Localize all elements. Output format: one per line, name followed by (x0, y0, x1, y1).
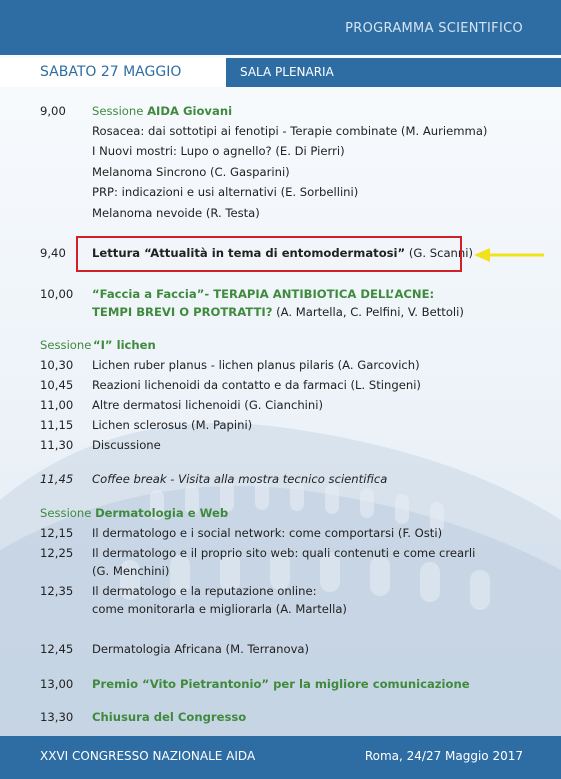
lettura-text: Lettura “Attualità in tema di entomodermatosi” (G. Scanni) (92, 246, 473, 260)
day-box (0, 58, 226, 87)
session-title: “I” lichen (93, 338, 156, 352)
session-time: 9,00 (40, 104, 66, 118)
session-prefix: Sessione (40, 506, 96, 520)
room-label: SALA PLENARIA (240, 65, 334, 79)
lettura-time: 9,40 (40, 246, 66, 260)
top-band (0, 0, 561, 55)
section-title: PROGRAMMA SCIENTIFICO (345, 21, 523, 36)
faccia-time: 10,00 (40, 287, 74, 301)
session-prefix: Sessione (40, 338, 92, 352)
footer-band (0, 736, 561, 779)
session-title: Sessione AIDA Giovani (92, 104, 233, 118)
faccia-title-line2: TEMPI BREVI O PROTRATTI? (92, 305, 273, 319)
faccia-title-line1: “Faccia a Faccia”- TERAPIA ANTIBIOTICA DELL’ACNE: (92, 287, 435, 301)
footer-location-dates: Roma, 24/27 Maggio 2017 (364, 749, 523, 763)
day-label: SABATO 27 MAGGIO (40, 64, 182, 80)
session-title: Dermatologia e Web (95, 506, 229, 520)
footer-congress: XXVI CONGRESSO NAZIONALE AIDA (40, 749, 256, 763)
highlight-box (76, 236, 462, 272)
day-bar (0, 58, 561, 87)
arrow-left-icon (474, 247, 546, 263)
program-page: PROGRAMMA SCIENTIFICO SABATO 27 MAGGIO SALA PLENARIA 9,00 Sessione AIDA Giovani Rosacea: dai sottotipi ai fenotipi - Terapie combinate (M. Auriemma) I Nuovi mostri: Lupo o agnello? (E. Di Pierri) Melanoma Sincrono (C. Gasparini) PRP: indicazioni e usi alternativi (E. Sorbellini) Melanoma nevoide (R. Testa) 9,40 Lettura “Attualità in tema di entomodermatosi” (G. Scanni) 10,00 “Faccia a Faccia”- TERAPIA ANTIBIOTICA DELL’ACNE: TEMPI BREVI O PROTRATTI? (A. Martella, C. Pelfini, V. Bettoli) Sessione “I” lichen 10,30 Lichen ruber planus - lichen planus pilaris (A. Garcovich) 10,45 Reazioni lichenoidi da contatto e da farmaci (L. Stingeni) 11,00 Altre dermatosi lichenoidi (G. Cianchini) 11,15 Lichen sclerosus (M. Papini) 11,30 Discussione 11,45 Coffee break - Visita alla mostra tecnico scientifica Sessione Dermatologia e Web 12,15 Il dermatologo e i social network: come comportarsi (F. Osti) 12,25 Il dermatologo e il proprio sito web: quali contenuti e come crearli (G. Menchini) 12,35 Il dermatologo e la reputazione online: come monitorarla e migliorarla (A. Martella) 12,45 Dermatologia Africana (M. Terranova) 13,00 Premio “Vito Pietrantonio” per la migliore comunicazione 13,30 Chiusura del Congresso XXVI CONGRESSO NAZIONALE AIDA Roma, 24/27 Maggio 2017 (0, 0, 561, 779)
faccia-authors: (A. Martella, C. Pelfini, V. Bettoli) (272, 305, 464, 319)
